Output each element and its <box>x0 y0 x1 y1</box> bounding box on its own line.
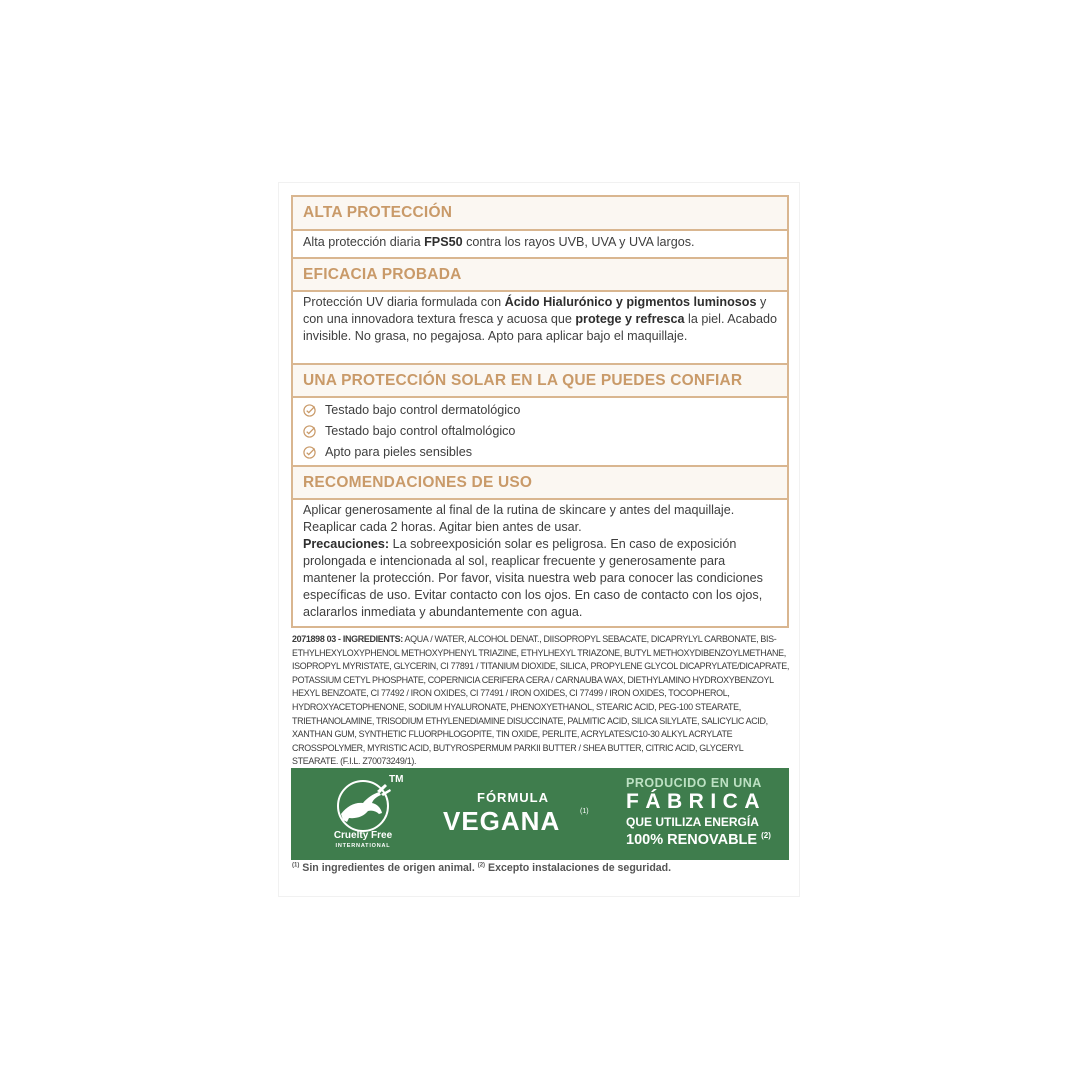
cruelty-free-badge-text <box>323 830 403 852</box>
factory-badge-line1: PRODUCIDO EN UNA <box>626 776 762 790</box>
certification-banner <box>291 768 789 860</box>
divider <box>293 229 787 231</box>
divider <box>293 290 787 292</box>
footnotes <box>292 862 671 874</box>
list-item <box>303 421 781 442</box>
section-heading-eficacia-probada: EFICACIA PROBADA <box>293 259 787 291</box>
list-item <box>303 400 781 421</box>
cruelty-free-label: Cruelty Free <box>333 830 393 841</box>
check-circle-icon <box>303 404 316 417</box>
vegan-badge-main: VEGANA <box>443 806 561 836</box>
precautions-text: La sobreexposición solar es peligrosa. En caso de exposición prolongada e intencionada al sol, reaplicar frecuente y generosamente para mantener la protección. Por favor, visita nuestra web para conocer las condiciones específicas de uso. Evitar contacto con los ojos. En caso de contacto con los ojos, aclararlos inmediata y abundantemente con agua. <box>303 537 763 619</box>
ingredients-list <box>292 633 790 769</box>
highlight-text: Ácido Hialurónico y pigmentos luminosos <box>504 295 757 309</box>
body-text: la piel. Acabado invisible. No grasa, no pegajosa. Apto para aplicar bajo el maquillaje. <box>303 312 777 343</box>
section-body-eficacia-probada <box>303 294 781 345</box>
section-heading-alta-proteccion: ALTA PROTECCIÓN <box>293 197 787 229</box>
body-text: contra los rayos UVB, UVA y UVA largos. <box>462 235 695 249</box>
precautions <box>303 536 781 621</box>
factory-badge-line4 <box>626 831 771 848</box>
body-text: Protección UV diaria formulada con <box>303 295 505 309</box>
checklist-item-text: Apto para pieles sensibles <box>325 445 473 459</box>
checklist <box>303 400 781 463</box>
checklist-item-text: Testado bajo control dermatológico <box>325 403 521 417</box>
usage-text: Aplicar generosamente al final de la rutina de skincare y antes del maquillaje. Reaplicar cada 2 horas. Agitar bien antes de usar. <box>303 503 735 534</box>
check-circle-icon <box>303 446 316 459</box>
ingredients-text: AQUA / WATER, ALCOHOL DENAT., DIISOPROPYL SEBACATE, DICAPRYLYL CARBONATE, BIS-ETHYLHEXYLOXYPHENOL METHOXYPHENYL TRIAZINE, ETHYLHEXYL TRIAZONE, BUTYL METHOXYDIBENZOYLMETHANE, ISOPROPYL MYRISTATE, GLYCERIN, CI 77891 / TITANIUM DIOXIDE, SILICA, PROPYLENE GLYCOL DICAPRYLATE/DICAPRATE, POTASSIUM CETYL PHOSPHATE, COPERNICIA CERIFERA CERA / CARNAUBA WAX, DIETHYLAMINO HYDROXYBENZOYL HEXYL BENZOATE, CI 77492 / IRON OXIDES, CI 77491 / IRON OXIDES, CI 77499 / IRON OXIDES, TOCOPHEROL, HYDROXYACETOPHENONE, SODIUM HYALURONATE, PHENOXYETHANOL, STEARIC ACID, PEG-100 STEARATE, TRIETHANOLAMINE, TRISODIUM ETHYLENEDIAMINE DISUCCINATE, PALMITIC ACID, SILICA SILYLATE, SALICYLIC ACID, XANTHAN GUM, SYNTHETIC FLUORPHLOGOPITE, TIN OXIDE, PERLITE, ACRYLATES/C10-30 ALKYL ACRYLATE CROSSPOLYMER, MYRISTIC ACID, BUTYROSPERMUM PARKII BUTTER / SHEA BUTTER, CITRIC ACID, GLYCERYL STEARATE. (F.I.L. Z70073249/1). <box>292 634 790 768</box>
factory-badge-value: 100% RENOVABLE <box>626 831 758 848</box>
precautions-label: Precauciones: <box>303 537 390 551</box>
checklist-item-text: Testado bajo control oftalmológico <box>325 424 516 438</box>
body-text: y con una innovadora textura fresca y acuosa que <box>303 295 767 326</box>
body-text: Alta protección diaria <box>303 235 425 249</box>
list-item <box>303 442 781 463</box>
factory-badge-line3: QUE UTILIZA ENERGÍA <box>626 815 759 829</box>
check-circle-icon <box>303 425 316 438</box>
ingredients-label: 2071898 03 - INGREDIENTS: <box>292 634 403 645</box>
section-heading-confiar: UNA PROTECCIÓN SOLAR EN LA QUE PUEDES CONFIAR <box>293 365 787 397</box>
highlight-text: protege y refresca <box>575 312 685 326</box>
section-body-recomendaciones <box>303 502 781 621</box>
factory-badge-line2: FÁBRICA <box>626 790 766 813</box>
info-panel <box>291 195 789 628</box>
factory-footnote-marker: (2) <box>761 831 771 840</box>
divider <box>293 396 787 398</box>
footnote-text: Sin ingredientes de origen animal. <box>299 862 478 874</box>
vegan-footnote-marker: (1) <box>580 808 589 815</box>
footnote-marker: (2) <box>477 862 486 869</box>
section-body-alta-proteccion <box>303 234 781 251</box>
footnote-marker: (1) <box>292 862 300 869</box>
section-heading-recomendaciones: RECOMENDACIONES DE USO <box>293 467 787 499</box>
spf-value: FPS50 <box>424 235 463 249</box>
divider <box>293 498 787 500</box>
footnote-text: Excepto instalaciones de seguridad. <box>485 862 672 874</box>
trademark-mark: TM <box>389 774 404 785</box>
cruelty-free-sublabel: INTERNATIONAL <box>335 843 391 849</box>
vegan-badge-top: FÓRMULA <box>477 790 549 805</box>
